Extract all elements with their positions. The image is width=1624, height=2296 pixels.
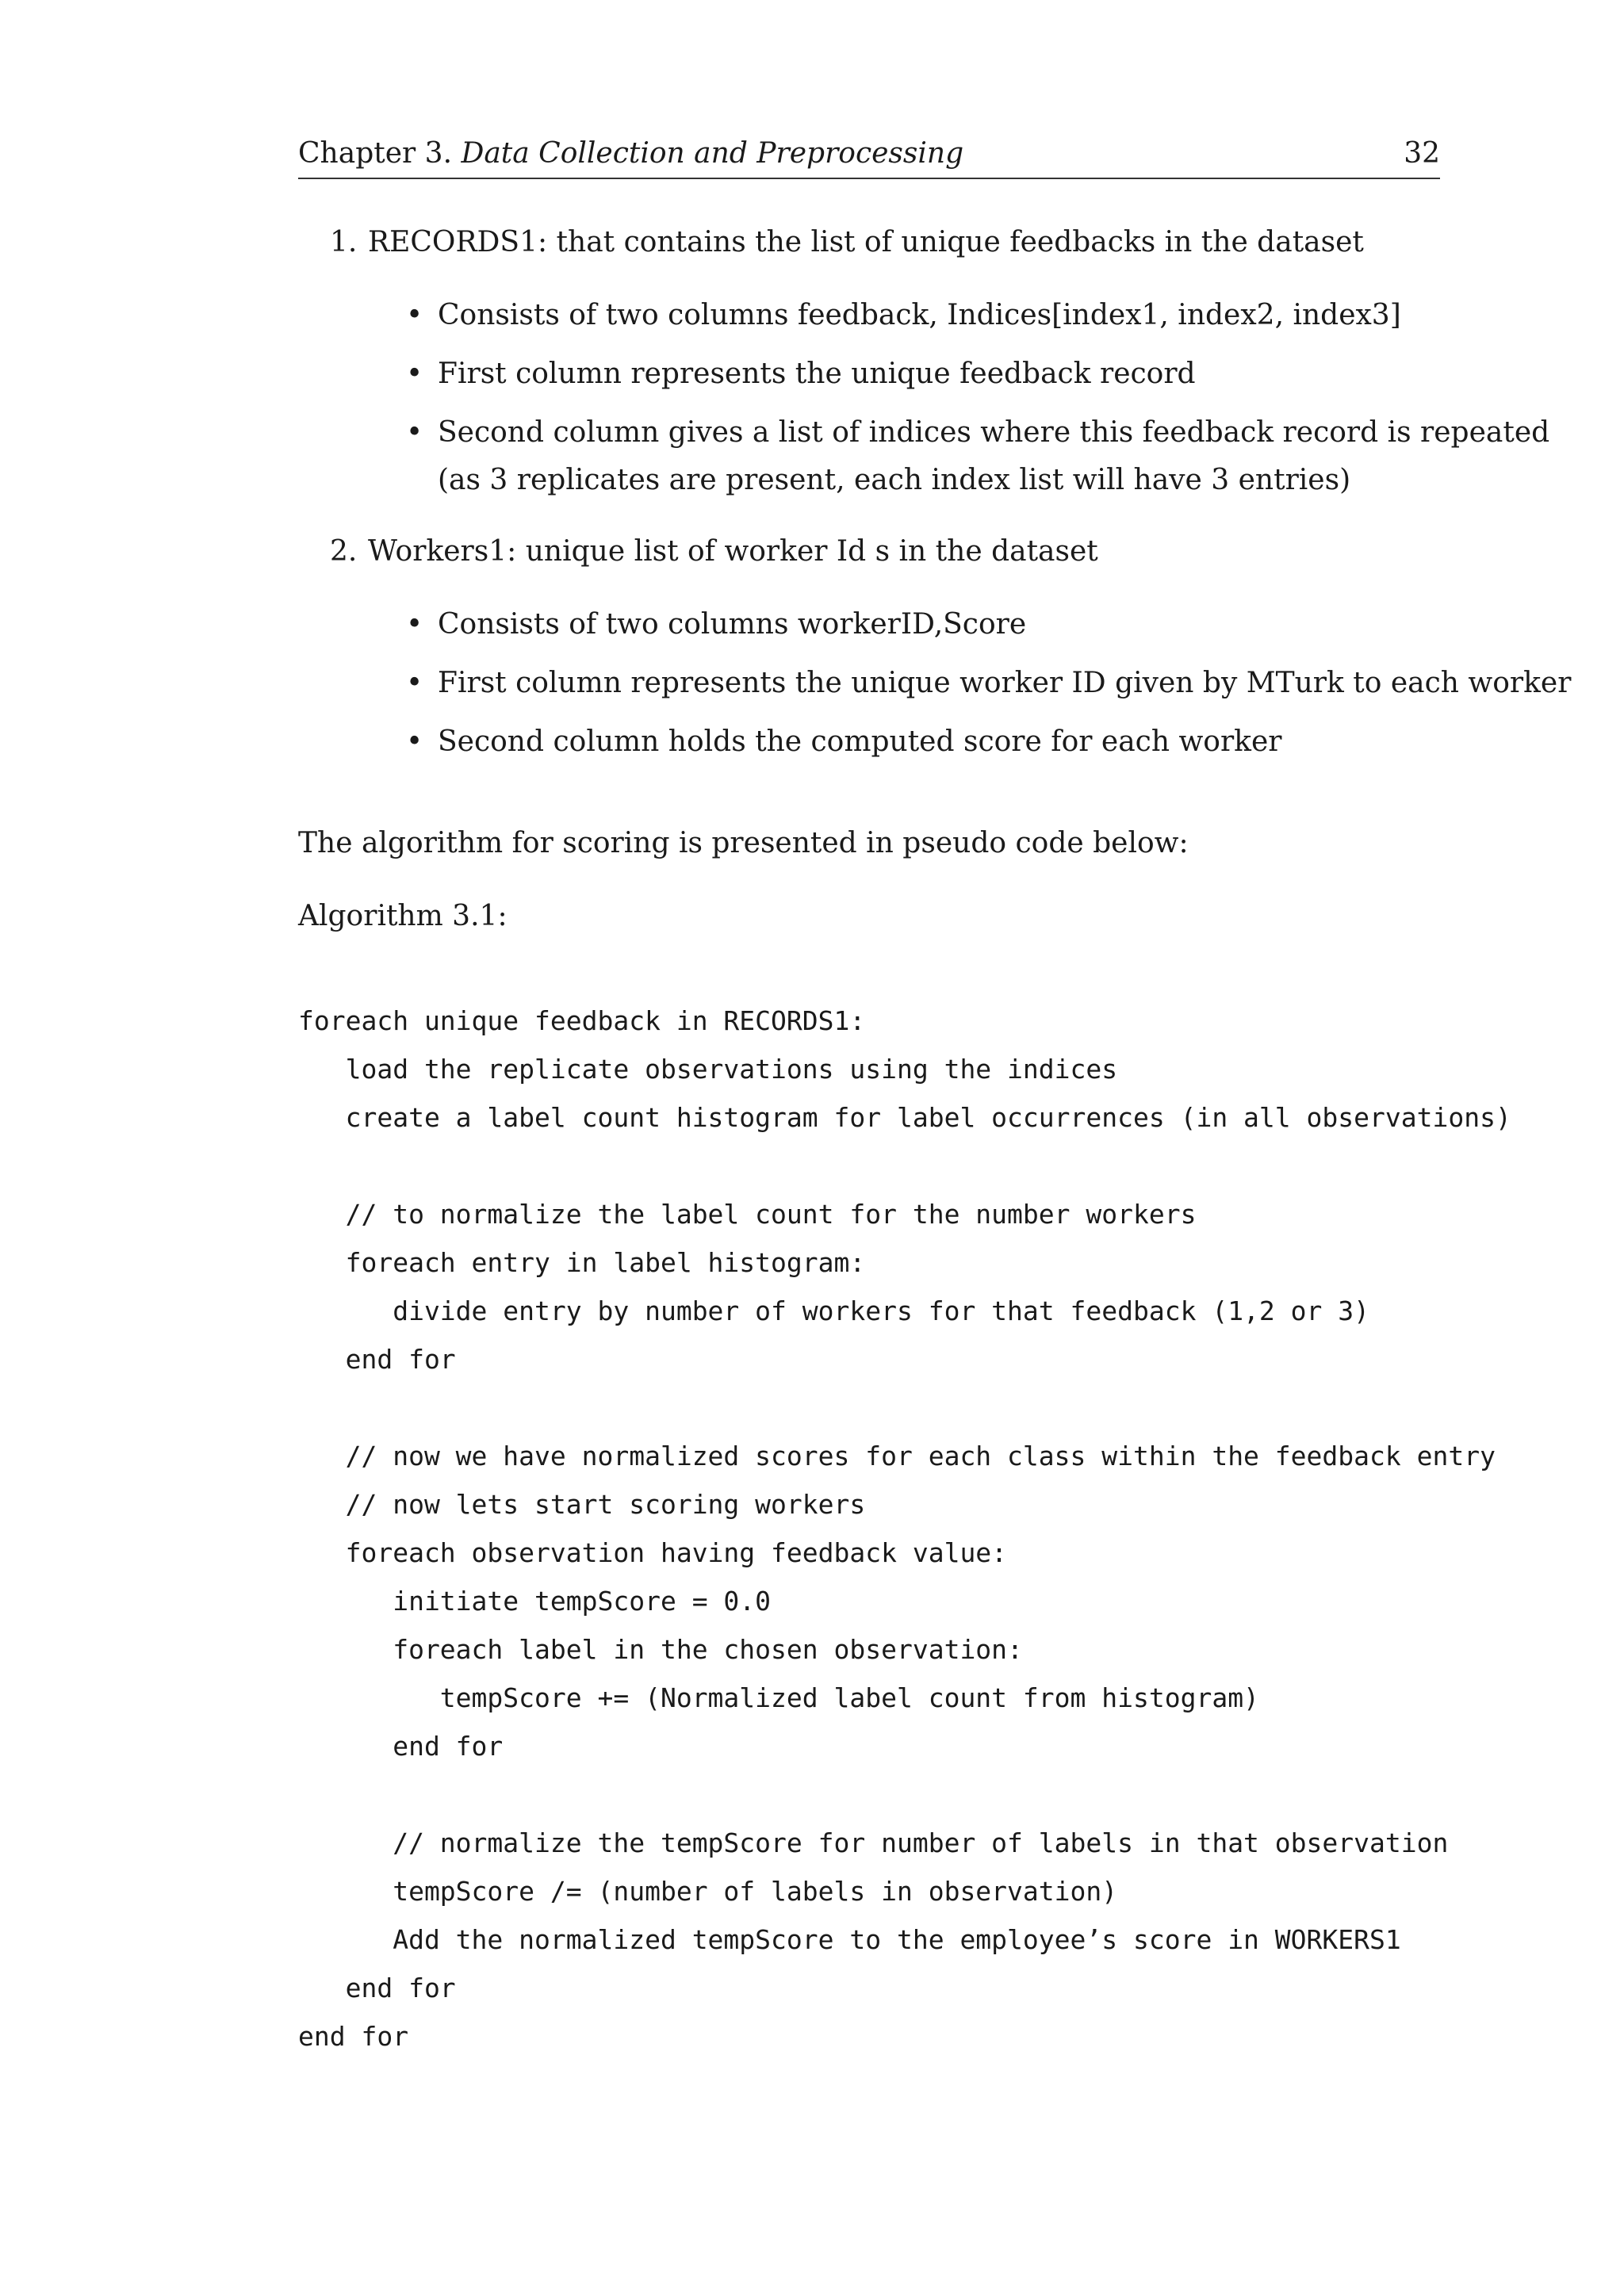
bullet-icon: • [406,667,423,699]
bullet-icon: • [406,299,423,331]
code-line: foreach observation having feedback value: [298,1537,1008,1568]
bullet-item [406,601,1437,649]
code-line: foreach entry in label histogram: [298,1247,866,1278]
code-line: foreach label in the chosen observation: [298,1634,1023,1665]
list-item-text: RECORDS1: that contains the list of unique feedbacks in the dataset [368,226,1364,258]
bullet-text: Consists of two columns workerID,Score [438,608,1027,641]
bullet-text: Second column gives a list of indices where this feedback record is repeated [438,416,1550,449]
code-line: // to normalize the label count for the number workers [298,1199,1197,1230]
bullet-item [406,718,1437,766]
code-line: Add the normalized tempScore to the employee’s score in WORKERS1 [298,1924,1401,1955]
bullet-item [406,292,1437,339]
bullet-item [406,409,1550,504]
code-line: // now lets start scoring workers [298,1489,866,1520]
bullet-icon: • [406,358,423,390]
running-header [298,133,1440,179]
code-line: create a label count histogram for label occurrences (in all observations) [298,1102,1511,1133]
page-number: 32 [1404,137,1440,170]
code-line: end for [298,2021,409,2052]
list-item [330,533,1098,571]
bullet-text-continued: (as 3 replicates are present, each index list will have 3 entries) [438,464,1351,496]
list-item [330,224,1364,262]
code-line: end for [298,1731,504,1762]
code-line: tempScore += (Normalized label count from histogram) [298,1682,1259,1713]
list-item-text: Workers1: unique list of worker Id s in the dataset [368,535,1098,568]
code-line: initiate tempScore = 0.0 [298,1586,772,1617]
code-line: // normalize the tempScore for number of labels in that observation [298,1827,1449,1858]
chapter-heading [298,133,963,174]
bullet-icon: • [406,725,423,758]
bullet-icon: • [406,608,423,641]
bullet-text: Second column holds the computed score for each worker [438,725,1282,758]
code-line: divide entry by number of workers for that feedback (1,2 or 3) [298,1295,1370,1326]
algorithm-label: Algorithm 3.1: [298,900,508,932]
chapter-title: Data Collection and Preprocessing [461,137,964,170]
document-page [298,0,1572,2296]
chapter-prefix: Chapter 3. [298,137,453,170]
code-line: end for [298,1973,456,2003]
bullet-item [406,660,1572,707]
bullet-item [406,350,1437,398]
list-item-number: 1. [330,226,358,258]
bullet-icon: • [406,416,423,449]
code-line: // now we have normalized scores for each class within the feedback entry [298,1441,1496,1471]
code-line: foreach unique feedback in RECORDS1: [298,1005,866,1036]
code-line: tempScore /= (number of labels in observation) [298,1876,1118,1907]
bullet-text: Consists of two columns feedback, Indices[index1, index2, index3] [438,299,1401,331]
code-line: end for [298,1344,456,1375]
intro-paragraph: The algorithm for scoring is presented in pseudo code below: [298,827,1189,859]
list-item-number: 2. [330,535,358,568]
bullet-text: First column represents the unique feedback record [438,358,1196,390]
code-line: load the replicate observations using the indices [298,1054,1118,1085]
bullet-text: First column represents the unique worker ID given by MTurk to each worker [438,667,1572,699]
